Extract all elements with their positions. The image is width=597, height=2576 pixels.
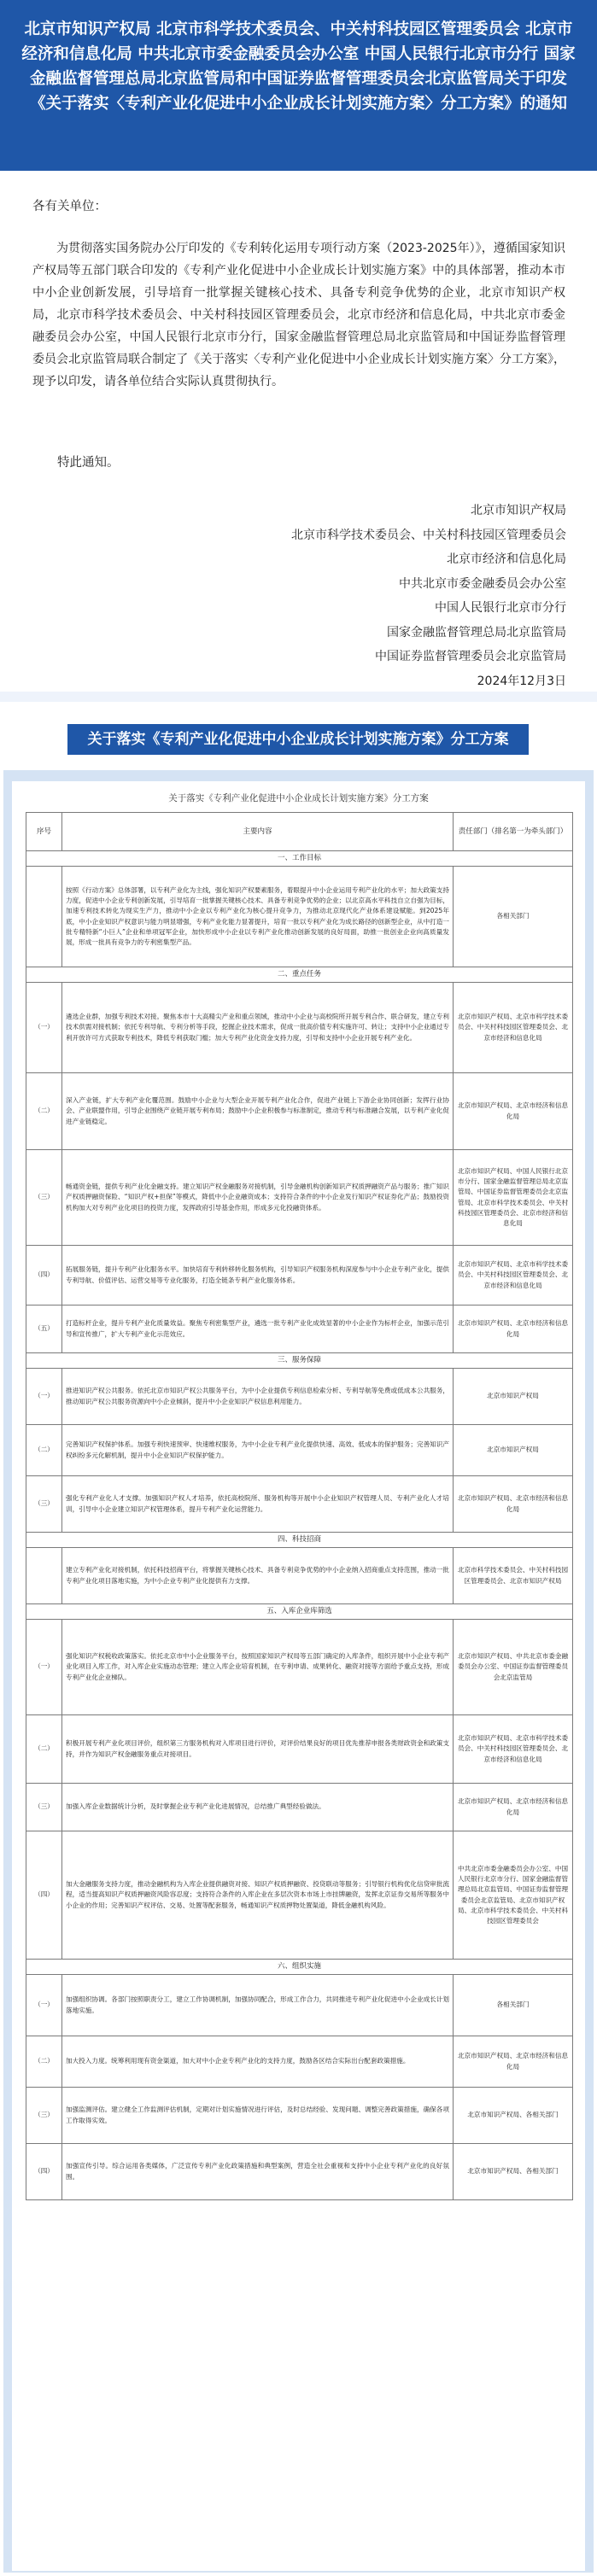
content-cell: 畅通资金链，提供专利产业化金融支持。建立知识产权金融服务对接机制，引导金融机构创新知识产权质押融资产品与服务；推广知识产权质押融资保险、“知识产权+担保”等模式，降低中小企业融资成本；支持符合条件的中小企业发行知识产权证券化产品；鼓励投资机构加大对专利产业化项目的投资力度，发挥政府引导基金作用，形成多元化投融资体系。 — [62, 1150, 454, 1246]
category-cell: 二、重点任务 — [26, 967, 573, 983]
header-cell: 序号 — [26, 813, 62, 851]
header-cell: 主要内容 — [62, 813, 454, 851]
table-row — [26, 1831, 573, 1960]
responsible-unit-cell: 北京市知识产权局、中国人民银行北京市分行、国家金融监督管理总局北京监管局、中国证券监督管理委员会北京监管局、北京市科学技术委员会、中关村科技园区管理委员会、北京市经济和信息化局 — [454, 1150, 573, 1246]
table-row — [26, 2036, 573, 2088]
table-row — [26, 2088, 573, 2144]
signature-line: 北京市知识产权局 — [471, 504, 566, 517]
row-number-cell: （三） — [26, 1784, 62, 1831]
table-category-row — [26, 1960, 573, 1975]
content-cell: 遴选企业群，加强专利技术对接。聚焦本市十大高精尖产业和重点领域，推动中小企业与高校院所开展专利合作、联合研发，建立专利技术供需对接机制；依托专利导航、专利分析等手段，挖掘企业技术需求，促成一批高价值专利实施许可、转让；支持中小企业通过专利开放许可方式获取专利技术，降低专利获取门槛；加大专利产业化资金支持力度，引导和支持中小企业开展专利产业化。 — [62, 983, 454, 1073]
signature-line: 国家金融监督管理总局北京监管局 — [387, 625, 566, 640]
category-cell: 三、服务保障 — [26, 1353, 573, 1369]
table-row — [26, 1975, 573, 2036]
row-number-cell: （一） — [26, 983, 62, 1073]
section-title: 关于落实《专利产业化促进中小企业成长计划实施方案》分工方案 — [67, 724, 529, 755]
table-row — [26, 1784, 573, 1831]
content-cell: 加强宣传引导。综合运用各类媒体，广泛宣传专利产业化政策措施和典型案例，营造全社会重视和支持中小企业专利产业化的良好氛围。 — [62, 2144, 454, 2200]
responsible-unit-cell: 北京市知识产权局 — [454, 1425, 573, 1476]
content-cell: 深入产业链，扩大专利产业化覆范围。鼓励中小企业与大型企业开展专利产业化合作，促进产业链上下游企业协同创新；发挥行业协会、产业联盟作用，引导企业围绕产业链开展专利布局；鼓励中小企业积极参与标准制定，推动专利与标准融合发展，以专利产业化促进产业链稳定。 — [62, 1073, 454, 1150]
signature-date: 2024年12月3日 — [477, 674, 566, 688]
signature-line: 中国证券监督管理委员会北京监管局 — [375, 650, 566, 663]
signature-line: 中共北京市委金融委员会办公室 — [399, 576, 566, 591]
table-row — [26, 1476, 573, 1533]
table-category-row — [26, 1604, 573, 1620]
table-row — [26, 1073, 573, 1150]
row-number-cell: （三） — [26, 1476, 62, 1533]
table-category-row — [26, 1533, 573, 1548]
table-row — [26, 1369, 573, 1425]
category-cell: 一、工作目标 — [26, 851, 573, 867]
signature-line: 北京市经济和信息化局 — [447, 552, 566, 566]
table-row — [26, 1150, 573, 1246]
responsible-unit-cell: 北京市知识产权局、北京市科学技术委员会、中关村科技园区管理委员会、北京市经济和信息化局 — [454, 1246, 573, 1306]
responsible-unit-cell: 北京市知识产权局、各相关部门 — [454, 2144, 573, 2200]
row-number-cell: （三） — [26, 1150, 62, 1246]
signature-block — [291, 499, 566, 693]
content-cell: 完善知识产权保护体系。加强专利快速预审、快速维权服务，为中小企业专利产业化提供快速、高效、低成本的保护服务；完善知识产权纠纷多元化解机制，提升中小企业知识产权保护能力。 — [62, 1425, 454, 1476]
content-cell: 推进知识产权公共服务。依托北京市知识产权公共服务平台，为中小企业提供专利信息检索分析、专利导航等免费或低成本公共服务，推动知识产权公共服务资源向中小企业倾斜，提升中小企业知识产权信息利用能力。 — [62, 1369, 454, 1425]
content-cell: 加强监测评估。建立健全工作监测评估机制，定期对计划实施情况进行评估，及时总结经验、发现问题、调整完善政策措施，确保各项工作取得实效。 — [62, 2088, 454, 2144]
category-cell: 六、组织实施 — [26, 1960, 573, 1975]
row-number-cell: （二） — [26, 1425, 62, 1476]
responsible-unit-cell: 北京市知识产权局、中共北京市委金融委员会办公室、中国证券监督管理委员会北京监管局 — [454, 1620, 573, 1715]
table-row — [26, 1425, 573, 1476]
category-cell: 五、入库企业库筛选 — [26, 1604, 573, 1620]
row-number-cell: （四） — [26, 1246, 62, 1306]
table-row — [26, 1620, 573, 1715]
row-number-cell: （四） — [26, 2144, 62, 2200]
row-number-cell — [26, 1548, 62, 1604]
row-number-cell: （五） — [26, 1306, 62, 1353]
table-row — [26, 1715, 573, 1784]
row-number-cell: （二） — [26, 1715, 62, 1784]
table-header-row — [26, 813, 573, 851]
row-number-cell: （一） — [26, 1975, 62, 2036]
content-cell: 加大金融服务支持力度，推动金融机构为入库企业提供融资对接、知识产权质押融资、投贷联动等服务；引导银行机构优化信贷审批流程，适当提高知识产权质押融资风险容忍度；支持符合条件的入库企业在多层次资本市场上市挂牌融资，发挥北京证券交易所等服务中小企业的作用；完善知识产权评估、交易、处置等配套服务，畅通知识产权质押物处置渠道，降低金融机构风险。 — [62, 1831, 454, 1960]
content-cell: 加大投入力度。统筹利用现有资金渠道，加大对中小企业专利产业化的支持力度，鼓励各区结合实际出台配套政策措施。 — [62, 2036, 454, 2088]
content-cell: 强化知识产权税收政策落实。依托北京市中小企业服务平台，按照国家知识产权局等五部门确定的入库条件，组织开展中小企业专利产业化项目入库工作，对入库企业实施动态管理；建立入库企业培育机制，在专利申请、成果转化、融资对接等方面给予重点支持，形成专利产业化企业梯队。 — [62, 1620, 454, 1715]
content-cell: 建立专利产业化对接机制，依托科技招商平台，将掌握关键核心技术、具备专利竞争优势的中小企业纳入招商重点支持范围，推动一批专利产业化项目落地实施，为中小企业专利产业化提供有力支撑。 — [62, 1548, 454, 1604]
header-cell: 责任部门（排名第一为牵头部门） — [454, 813, 573, 851]
responsible-unit-cell: 北京市知识产权局、各相关部门 — [454, 2088, 573, 2144]
notice-title: 北京市知识产权局 北京市科学技术委员会、中关村科技园区管理委员会 北京市经济和信息化局 中共北京市委金融委员会办公室 中国人民银行北京市分行 国家金融监督管理总局北京监管局和中国证券监督管理委员会北京监管局关于印发《关于落实〈专利产业化促进中小企业成长计划实施方案〉分工方案》的通知 — [0, 0, 597, 171]
row-number-cell: （一） — [26, 1620, 62, 1715]
notice-body — [0, 171, 597, 692]
document-sheet — [12, 781, 585, 2571]
table-category-row — [26, 1353, 573, 1369]
responsible-unit-cell: 北京市科学技术委员会、中关村科技园区管理委员会、北京市知识产权局 — [454, 1548, 573, 1604]
row-number-cell: （四） — [26, 1831, 62, 1960]
document-title: 关于落实《专利产业化促进中小企业成长计划实施方案》分工方案 — [168, 793, 429, 803]
table-row — [26, 2144, 573, 2200]
category-cell: 四、科技招商 — [26, 1533, 573, 1548]
table-category-row — [26, 851, 573, 867]
content-cell: 按照《行动方案》总体部署，以专利产业化为主线，强化知识产权要素服务，着眼提升中小企业运用专利产业化的水平；加大政策支持力度，促进中小企业专利创新发展，引导培育一批掌握关键核心技术、具备专利竞争优势的企业；以北京高水平科技自立自强为目标，加速专利技术转化为现实生产力，推动中小企业以专利产业化为核心提升竞争力，为推动北京现代化产业体系建设赋能。到2025年底，中小企业知识产权意识与能力明显增强，专利产业化能力显著提升，培育一批以专利产业化为成长路径的创新型企业，从中打造一批专精特新“小巨人”企业和单项冠军企业，加快形成中小企业以专利产业化推动创新发展的良好局面，助推一批创业企业向高质量发展，形成一批具有竞争力的专利密集型产品。 — [62, 867, 454, 967]
responsible-unit-cell: 北京市知识产权局、北京市经济和信息化局 — [454, 1073, 573, 1150]
row-number-cell: （一） — [26, 1369, 62, 1425]
table-row — [26, 867, 573, 967]
responsible-unit-cell: 北京市知识产权局、北京市经济和信息化局 — [454, 1784, 573, 1831]
row-number-cell: （三） — [26, 2088, 62, 2144]
responsible-unit-cell: 北京市知识产权局、北京市科学技术委员会、中关村科技园区管理委员会、北京市经济和信息化局 — [454, 1715, 573, 1784]
content-cell: 强化专利产业化人才支撑。加强知识产权人才培养，依托高校院所、服务机构等开展中小企业知识产权管理人员、专利产业化人才培训，引导中小企业建立知识产权管理体系，提升专利产业化运营能力。 — [62, 1476, 454, 1533]
salutation: 各有关单位： — [32, 200, 107, 213]
responsible-unit-cell: 北京市知识产权局、北京市经济和信息化局 — [454, 1476, 573, 1533]
row-number-cell — [26, 867, 62, 967]
responsible-unit-cell: 各相关部门 — [454, 1975, 573, 2036]
responsible-unit-cell: 各相关部门 — [454, 867, 573, 967]
content-cell: 拓展服务链，提升专利产业化服务水平。加快培育专利转移转化服务机构，引导知识产权服务机构深度参与中小企业专利产业化，提供专利导航、价值评估、运营交易等专业化服务，打造全链条专利产业化服务体系。 — [62, 1246, 454, 1306]
division-table — [26, 812, 573, 2200]
signature-line: 中国人民银行北京市分行 — [435, 601, 566, 615]
content-cell: 积极开展专利产业化项目评价，组织第三方服务机构对入库项目进行评价，对评价结果良好的项目优先推荐申报各类财政资金和政策支持，并作为知识产权金融服务重点对接项目。 — [62, 1715, 454, 1784]
table-row — [26, 1548, 573, 1604]
row-number-cell: （二） — [26, 2036, 62, 2088]
row-number-cell: （二） — [26, 1073, 62, 1150]
table-row — [26, 1246, 573, 1306]
notice-paragraph: 为贯彻落实国务院办公厅印发的《专利转化运用专项行动方案（2023-2025年）》，遵循国家知识产权局等五部门联合印发的《专利产业化促进中小企业成长计划实施方案》中的具体部署，推动本市中小企业创新发展，引导培育一批掌握关键核心技术、具备专利竞争优势的企业，北京市知识产权局，北京市科学技术委员会、中关村科技园区管理委员会，北京市经济和信息化局，中共北京市委金融委员会办公室，中国人民银行北京市分行，国家金融监督管理总局北京监管局和中国证券监督管理委员会北京监管局联合制定了《关于落实〈专利产业化促进中小企业成长计划实施方案〉分工方案》，现予以印发，请各单位结合实际认真贯彻执行。 — [32, 242, 565, 388]
responsible-unit-cell: 中共北京市委金融委员会办公室、中国人民银行北京市分行、国家金融监督管理总局北京监管局、中国证券监督管理委员会北京监管局、北京市知识产权局、北京市科学技术委员会、中关村科技园区管理委员会 — [454, 1831, 573, 1960]
content-cell: 打造标杆企业，提升专利产业化质量效益。聚焦专利密集型产业，遴选一批专利产业化成效显著的中小企业作为标杆企业，加强示范引导和宣传推广，扩大专利产业化示范效应。 — [62, 1306, 454, 1353]
signature-line: 北京市科学技术委员会、中关村科技园区管理委员会 — [291, 528, 566, 542]
special-notice: 特此通知。 — [57, 456, 120, 470]
table-row — [26, 983, 573, 1073]
responsible-unit-cell: 北京市知识产权局 — [454, 1369, 573, 1425]
table-body — [26, 851, 573, 2200]
responsible-unit-cell: 北京市知识产权局、北京市科学技术委员会、中关村科技园区管理委员会、北京市经济和信息化局 — [454, 983, 573, 1073]
responsible-unit-cell: 北京市知识产权局、北京市经济和信息化局 — [454, 1306, 573, 1353]
table-category-row — [26, 967, 573, 983]
table-row — [26, 1306, 573, 1353]
notice-card — [0, 0, 597, 702]
content-cell: 加强组织协调。各部门按照职责分工，建立工作协调机制，加强协同配合，形成工作合力，共同推进专利产业化促进中小企业成长计划落地实施。 — [62, 1975, 454, 2036]
responsible-unit-cell: 北京市知识产权局、北京市经济和信息化局 — [454, 2036, 573, 2088]
content-cell: 加强入库企业数据统计分析，及时掌握企业专利产业化进展情况，总结推广典型经验做法。 — [62, 1784, 454, 1831]
